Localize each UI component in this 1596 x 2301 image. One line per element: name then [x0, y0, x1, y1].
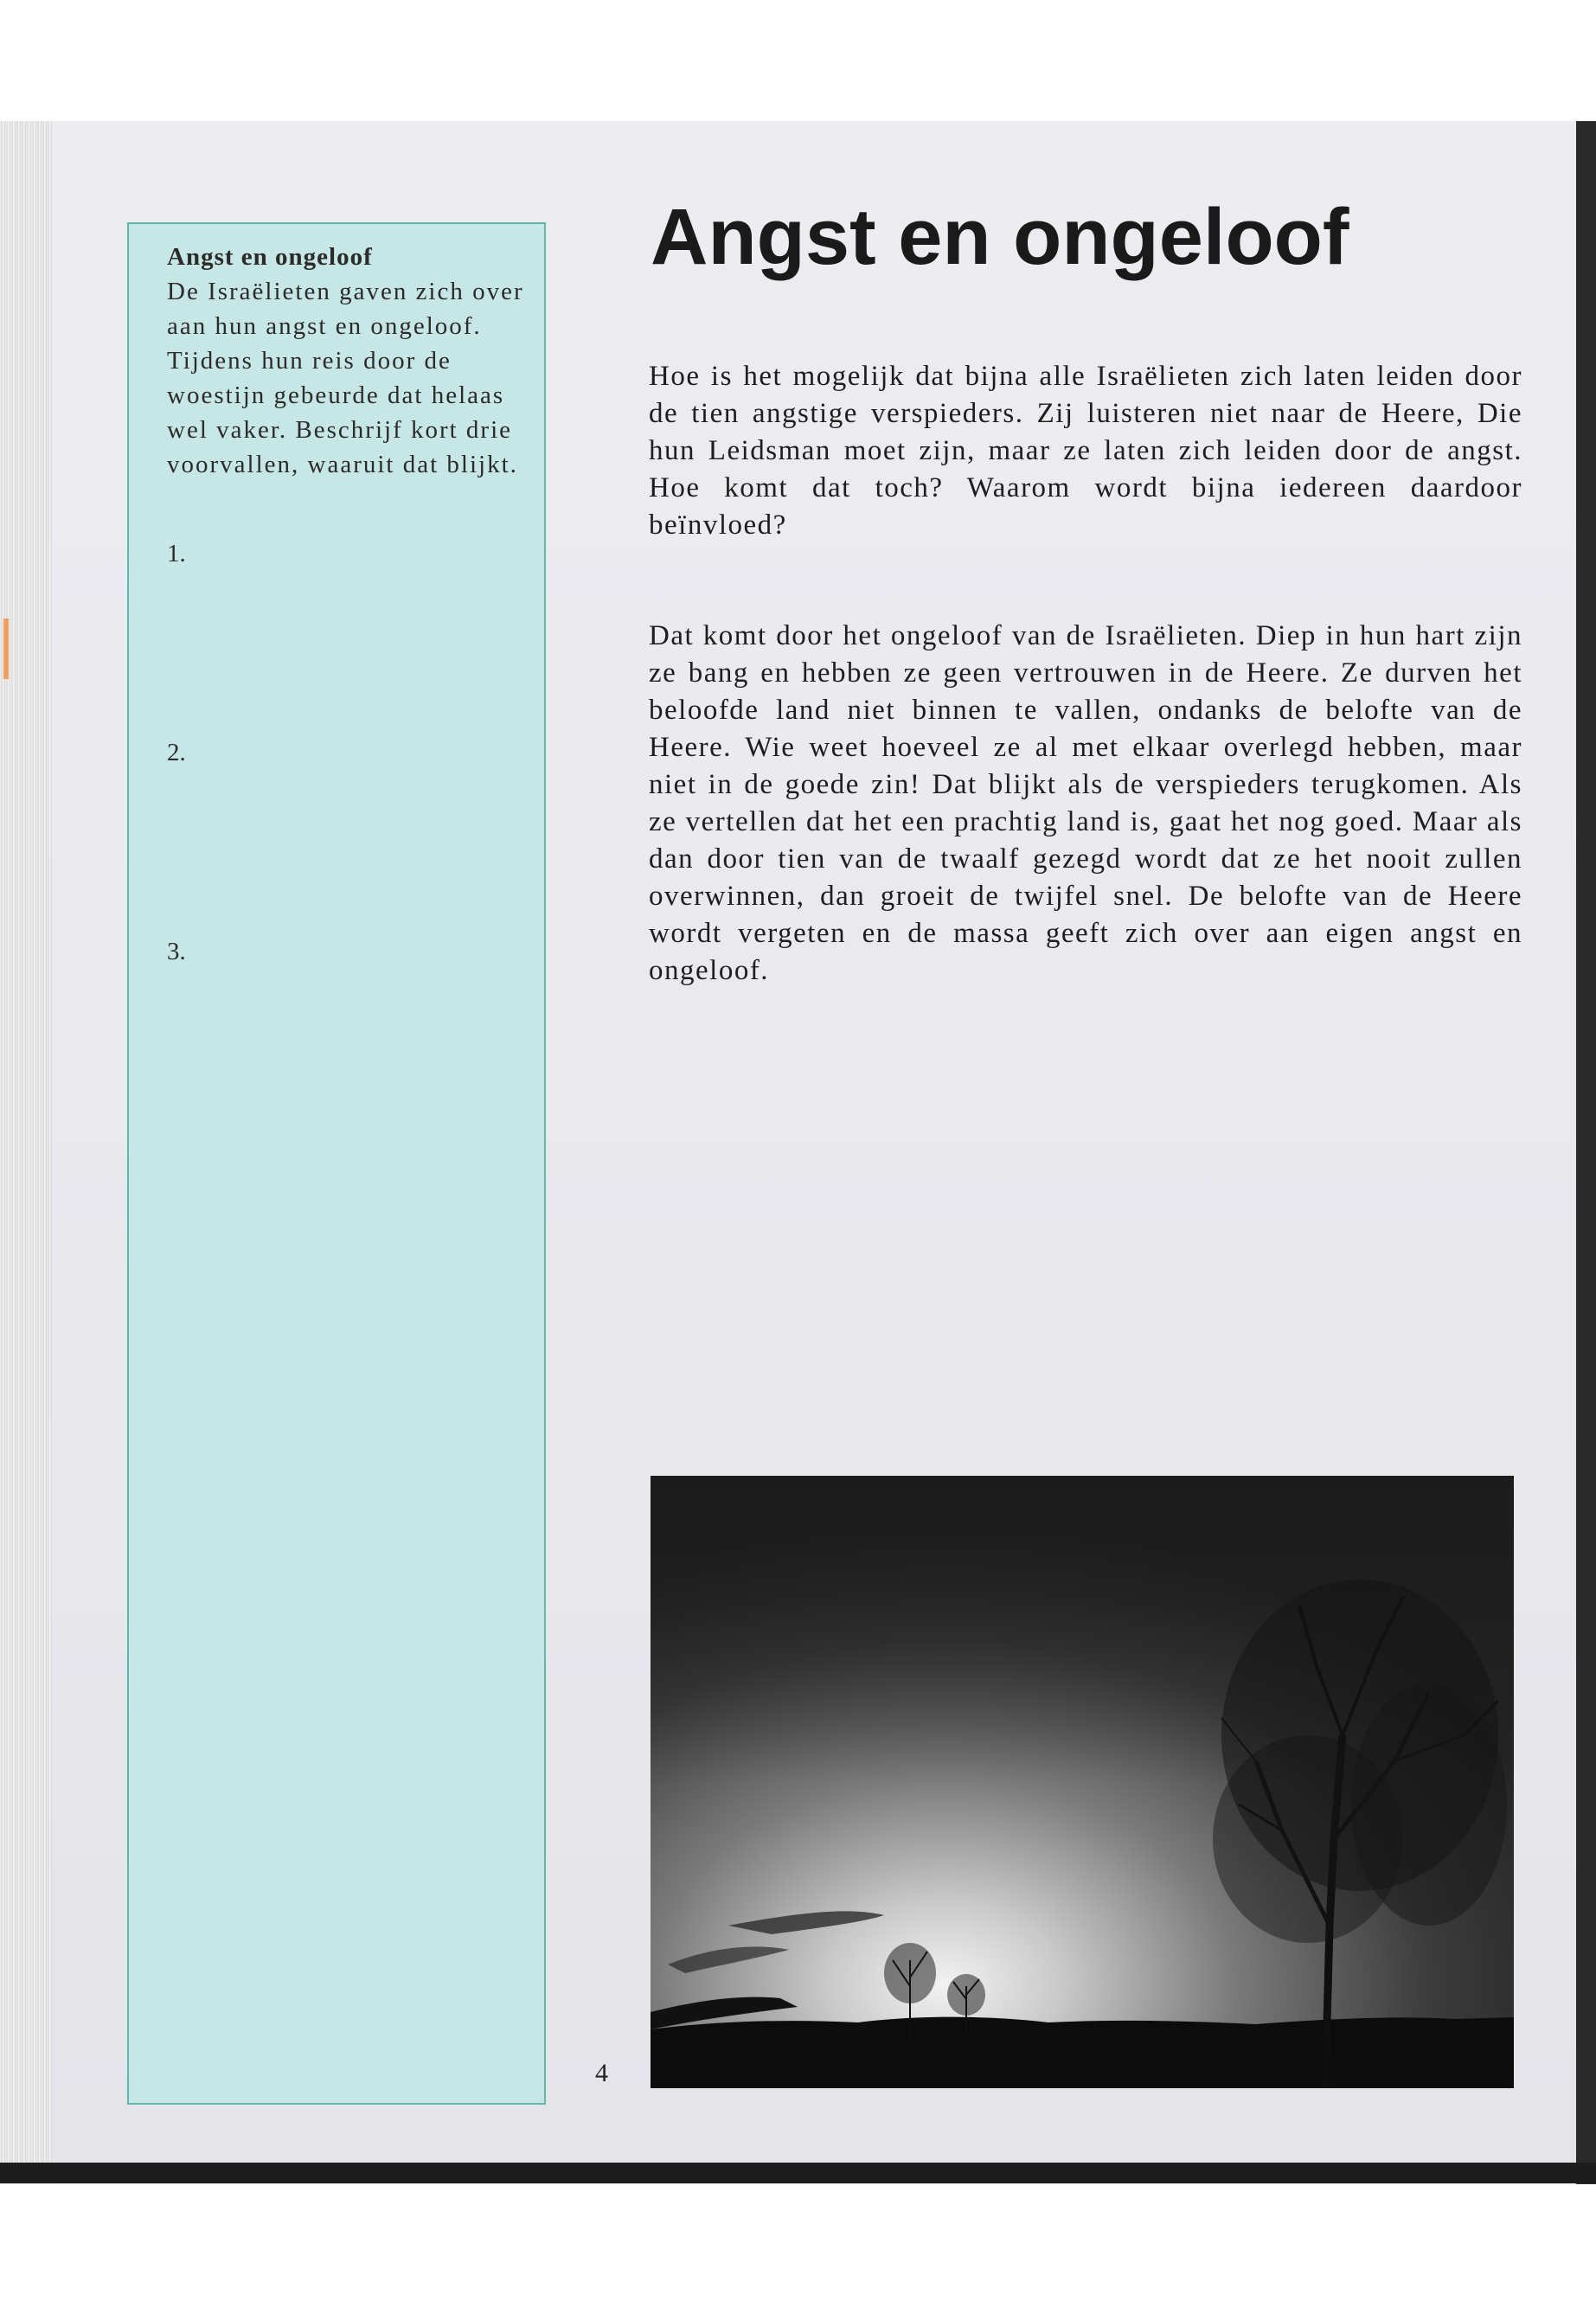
exercise-text — [167, 240, 530, 482]
exercise-sidebar — [127, 222, 546, 2105]
exercise-heading: Angst en ongeloof — [167, 243, 373, 271]
exercise-prompt: De Israëlieten gaven zich over aan hun angst en ongeloof. Tijdens hun reis door de woestijn gebeurde dat helaas wel vaker. Beschrijf kort drie voorvallen, waaruit dat blijkt. — [167, 278, 524, 478]
page-number: 4 — [595, 2059, 608, 2087]
scan-bottom-band — [0, 2163, 1596, 2183]
answer-number-2: 2. — [167, 739, 186, 766]
body-paragraph-1: Hoe is het mogelijk dat bijna alle Israëlieten zich laten leiden door de tien angstige verspieders. Zij luisteren niet naar de Heere, Die hun Leidsman moet zijn, maar ze laten zich leiden door de angst. Hoe komt dat toch? Waarom wordt bijna iedereen daardoor beïnvloed? — [649, 361, 1522, 541]
sunset-trees-photo — [651, 1476, 1514, 2088]
page-title: Angst en ongeloof — [651, 193, 1349, 281]
answer-number-1: 1. — [167, 540, 186, 567]
page-edge-mark — [3, 619, 9, 679]
body-paragraph-2: Dat komt door het ongeloof van de Israëlieten. Diep in hun hart zijn ze bang en hebben ze geen vertrouwen in de Heere. Ze durven het beloofde land niet binnen te vallen, ondanks de belofte van de Heere. Wie weet hoeveel ze al met elkaar overlegd hebben, maar niet in de goede zin! Dat blijkt als de verspieders terugkomen. Als ze vertellen dat het een prachtig land is, gaat het nog goed. Maar als dan door tien van de twaalf gezegd wordt dat ze het nooit zullen overwinnen, dan groeit de twijfel snel. De belofte van de Heere wordt vergeten en de massa geeft zich over aan eigen angst en ongeloof. — [649, 620, 1522, 986]
answer-number-3: 3. — [167, 938, 186, 965]
page-stack-edge — [0, 121, 52, 2184]
binding-edge — [1576, 121, 1596, 2184]
